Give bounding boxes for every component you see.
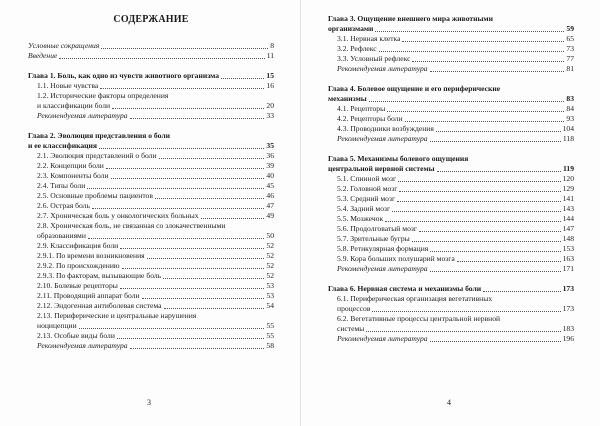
- entry-title: и классификации боли: [37, 101, 111, 110]
- toc-entry[interactable]: [328, 204, 574, 214]
- entry-title: 2.6. Острая боль: [37, 201, 90, 210]
- leader-dots: [385, 221, 560, 222]
- entry-title: 4.2. Рецепторы боли: [337, 114, 403, 123]
- entry-title: 4.1. Рецепторы: [337, 104, 386, 113]
- chapter-title-line[interactable]: Глава 4. Болевое ощущение и его периферические: [328, 84, 501, 93]
- entry-page: 36: [266, 151, 274, 160]
- entry-title: образованиями: [37, 231, 86, 240]
- entry-title: 5.1. Спинной мозг: [337, 174, 397, 183]
- entry-title: 2.5. Основные проблемы пациентов: [37, 191, 153, 200]
- leader-dots: [369, 101, 565, 102]
- leader-dots: [88, 238, 264, 239]
- entry-title: Рекомендуемая литература: [337, 334, 428, 343]
- page-gutter: [300, 0, 301, 426]
- entry-title: 5.3. Средний мозг: [337, 194, 396, 203]
- entry-page: 196: [562, 334, 574, 343]
- entry-title: 2.11. Проводящий аппарат боли: [37, 291, 140, 300]
- entry-page: 143: [562, 204, 574, 213]
- entry-page: 118: [562, 134, 574, 143]
- entry-title: 2.12. Эндогенная антиболевая система: [37, 301, 162, 310]
- entry-title: 1.1. Новые чувства: [37, 81, 99, 90]
- entry-page: 55: [266, 321, 274, 330]
- chapter-title: механизмы: [328, 94, 367, 103]
- toc-entry[interactable]: [28, 81, 274, 91]
- toc-entry[interactable]: [328, 194, 574, 204]
- toc-entry[interactable]: [28, 201, 274, 211]
- leader-dots: [387, 111, 564, 112]
- toc-entry[interactable]: [328, 34, 574, 44]
- toc-entry[interactable]: [328, 234, 574, 244]
- leader-dots: [430, 271, 561, 272]
- entry-page: 81: [566, 64, 574, 73]
- leader-dots: [147, 258, 265, 259]
- toc-entry[interactable]: [328, 244, 574, 254]
- toc-entry[interactable]: [328, 214, 574, 224]
- toc-entry[interactable]: [28, 341, 274, 351]
- toc-entry[interactable]: [28, 251, 274, 261]
- entry-title: Рекомендуемая литература: [337, 264, 428, 273]
- entry-title-line[interactable]: 2.13. Периферические и центральные нарушения: [37, 311, 197, 320]
- toc-entry[interactable]: [28, 41, 274, 51]
- entry-title: 3.2. Рефлекс: [337, 44, 377, 53]
- chapter-title: Глава 6. Нервная система и механизмы боли: [328, 284, 482, 293]
- leader-dots: [412, 241, 561, 242]
- entry-title: 2.4. Типы боли: [37, 181, 86, 190]
- entry-page: 16: [266, 81, 274, 90]
- leader-dots: [59, 58, 264, 59]
- toc-entry[interactable]: [28, 321, 274, 331]
- toc-entry[interactable]: [28, 241, 274, 251]
- toc-entry[interactable]: [328, 264, 574, 274]
- entry-title-line[interactable]: 2.8. Хроническая боль, не связанная со злокачественными: [37, 221, 226, 230]
- entry-page: 147: [562, 224, 574, 233]
- entry-title: 2.7. Хроническая боль у онкологических больных: [37, 211, 199, 220]
- toc-entry[interactable]: [28, 291, 274, 301]
- toc-entry[interactable]: [328, 174, 574, 184]
- entry-page: 93: [566, 114, 574, 123]
- chapter-title: центральной нервной системы: [328, 164, 435, 173]
- toc-entry[interactable]: [28, 181, 274, 191]
- toc-entry[interactable]: [28, 331, 274, 341]
- leader-dots: [142, 298, 265, 299]
- leader-dots: [117, 338, 265, 339]
- chapter-page: 83: [566, 94, 574, 103]
- leader-dots: [375, 31, 564, 32]
- entry-title: 5.8. Ретикулярная формация: [337, 244, 429, 253]
- chapter-page: 119: [563, 164, 574, 173]
- entry-page: 33: [266, 111, 274, 120]
- entry-page: 47: [266, 201, 274, 210]
- leader-dots: [430, 141, 561, 142]
- entry-title-line[interactable]: 6.1. Периферическая организация вегетативных: [337, 294, 493, 303]
- entry-page: 20: [266, 101, 274, 110]
- toc-entry[interactable]: [328, 64, 574, 74]
- toc-entry[interactable]: [328, 54, 574, 64]
- toc-entry[interactable]: [28, 191, 274, 201]
- toc-entry[interactable]: [328, 324, 574, 334]
- leader-dots: [437, 171, 561, 172]
- toc-entry[interactable]: [328, 254, 574, 264]
- page-number: 4: [447, 398, 451, 407]
- leader-dots: [399, 191, 560, 192]
- chapter-page: 15: [266, 71, 274, 80]
- toc-entry[interactable]: [28, 281, 274, 291]
- leader-dots: [398, 181, 561, 182]
- entry-page: 163: [562, 254, 574, 263]
- entry-page: 49: [266, 211, 274, 220]
- leader-dots: [419, 231, 561, 232]
- entry-page: 8: [270, 41, 274, 50]
- leader-dots: [221, 78, 264, 79]
- entry-page: 45: [266, 181, 274, 190]
- leader-dots: [483, 291, 560, 292]
- chapter-page: 35: [266, 141, 274, 150]
- entry-page: 55: [266, 331, 274, 340]
- entry-title: 2.2. Концепции боли: [37, 161, 104, 170]
- toc-title: СОДЕРЖАНИЕ: [113, 14, 189, 25]
- entry-page: 84: [566, 104, 574, 113]
- entry-page: 46: [266, 191, 274, 200]
- entry-title: 2.13. Особые виды боли: [37, 331, 115, 340]
- entry-page: 58: [266, 341, 274, 350]
- entry-page: 183: [562, 324, 574, 333]
- toc-chapter[interactable]: [28, 71, 274, 81]
- entry-title: 5.9. Кора больших полушарий мозга: [337, 254, 455, 263]
- entry-title: Условные сокращения: [28, 41, 100, 50]
- toc-entry[interactable]: [28, 171, 274, 181]
- toc-entry[interactable]: [328, 224, 574, 234]
- entry-page: 53: [266, 281, 274, 290]
- leader-dots: [120, 288, 265, 289]
- chapter-title: и ее классификация: [28, 141, 98, 150]
- leader-dots: [100, 88, 264, 89]
- toc-entry[interactable]: [328, 104, 574, 114]
- leader-dots: [457, 261, 561, 262]
- entry-page: 148: [562, 234, 574, 243]
- leader-dots: [392, 211, 560, 212]
- leader-dots: [130, 348, 265, 349]
- leader-dots: [372, 311, 560, 312]
- entry-title: 5.2. Головной мозг: [337, 184, 398, 193]
- entry-page: 153: [562, 244, 574, 253]
- toc-entry[interactable]: [28, 51, 274, 61]
- toc-entry[interactable]: [328, 184, 574, 194]
- entry-title: Введение: [28, 51, 58, 60]
- toc-entry[interactable]: [28, 211, 274, 221]
- entry-title: 2.9. Классификация боли: [37, 241, 119, 250]
- leader-dots: [122, 268, 265, 269]
- leader-dots: [79, 328, 265, 329]
- entry-page: 129: [562, 184, 574, 193]
- leader-dots: [106, 168, 265, 169]
- entry-title: 2.10. Болевые рецепторы: [37, 281, 118, 290]
- entry-page: 52: [266, 241, 274, 250]
- toc-chapter[interactable]: [328, 164, 574, 174]
- chapter-title-line[interactable]: Глава 5. Механизмы болевого ощущения: [328, 154, 469, 163]
- entry-page: 144: [562, 214, 574, 223]
- entry-title: ноцицепции: [37, 321, 77, 330]
- entry-title: 2.9.2. По происхождению: [37, 261, 120, 270]
- leader-dots: [164, 308, 265, 309]
- entry-title: 3.3. Условный рефлекс: [337, 54, 411, 63]
- entry-page: 171: [562, 264, 574, 273]
- right-page: [328, 0, 574, 426]
- entry-page: 52: [266, 271, 274, 280]
- entry-title: 5.5. Мозжечок: [337, 214, 384, 223]
- toc-chapter[interactable]: [328, 284, 574, 294]
- leader-dots: [201, 218, 265, 219]
- entry-title: Рекомендуемая литература: [37, 111, 128, 120]
- leader-dots: [430, 341, 561, 342]
- entry-title: 5.6. Продолговатый мозг: [337, 224, 417, 233]
- entry-title: 4.3. Проводники возбуждения: [337, 124, 434, 133]
- toc-entry[interactable]: [28, 151, 274, 161]
- entry-title: 2.9.3. По факторам, вызывающие боль: [37, 271, 162, 280]
- entry-page: 54: [266, 301, 274, 310]
- toc-entry[interactable]: [328, 124, 574, 134]
- toc-entry[interactable]: [28, 161, 274, 171]
- leader-dots: [155, 198, 264, 199]
- chapter-title: организмами: [328, 24, 374, 33]
- toc-chapter[interactable]: [328, 94, 574, 104]
- entry-page: 50: [266, 231, 274, 240]
- entry-page: 77: [566, 54, 574, 63]
- leader-dots: [87, 188, 264, 189]
- entry-title-line[interactable]: 6.2. Вегетативные процессы центральной нервной: [337, 314, 501, 323]
- entry-page: 39: [266, 161, 274, 170]
- leader-dots: [111, 178, 265, 179]
- leader-dots: [436, 131, 561, 132]
- entry-page: 11: [266, 51, 274, 60]
- chapter-page: 173: [562, 284, 574, 293]
- entry-page: 73: [566, 44, 574, 53]
- entry-title: 2.1. Эволюция представлений о боли: [37, 151, 157, 160]
- entry-title: Рекомендуемая литература: [337, 134, 428, 143]
- toc-entry[interactable]: [328, 44, 574, 54]
- chapter-title-line[interactable]: Глава 3. Ощущение внешнего мира животными: [328, 14, 493, 23]
- toc-entry[interactable]: [28, 231, 274, 241]
- leader-dots: [402, 41, 564, 42]
- entry-title: Рекомендуемая литература: [337, 64, 428, 73]
- entry-title: 5.7. Зрительные бугры: [337, 234, 410, 243]
- entry-title: системы: [337, 324, 365, 333]
- chapter-page: 59: [566, 24, 574, 33]
- leader-dots: [397, 201, 561, 202]
- leader-dots: [379, 51, 565, 52]
- entry-title: 2.3. Компоненты боли: [37, 171, 109, 180]
- leader-dots: [99, 148, 264, 149]
- leader-dots: [430, 71, 565, 72]
- toc-chapter[interactable]: [328, 24, 574, 34]
- entry-page: 104: [562, 124, 574, 133]
- entry-title: процессов: [337, 304, 371, 313]
- toc-entry[interactable]: [28, 101, 274, 111]
- leader-dots: [159, 158, 265, 159]
- leader-dots: [130, 118, 265, 119]
- leader-dots: [120, 248, 264, 249]
- leader-dots: [163, 278, 264, 279]
- toc-entry[interactable]: [328, 334, 574, 344]
- entry-page: 52: [266, 261, 274, 270]
- toc-entry[interactable]: [28, 261, 274, 271]
- leader-dots: [92, 208, 264, 209]
- leader-dots: [366, 331, 560, 332]
- leader-dots: [101, 48, 268, 49]
- toc-left: [28, 41, 274, 351]
- entry-page: 65: [566, 34, 574, 43]
- leader-dots: [405, 121, 565, 122]
- toc-entry[interactable]: [328, 304, 574, 314]
- toc-entry[interactable]: [28, 301, 274, 311]
- entry-title: Рекомендуемая литература: [37, 341, 128, 350]
- entry-page: 52: [266, 251, 274, 260]
- leader-dots: [412, 61, 564, 62]
- entry-title: 5.4. Задний мозг: [337, 204, 391, 213]
- left-page: [28, 0, 274, 426]
- entry-page: 120: [562, 174, 574, 183]
- entry-title: 3.1. Нервная клетка: [337, 34, 401, 43]
- entry-page: 40: [266, 171, 274, 180]
- page-number: 3: [147, 398, 151, 407]
- toc-entry[interactable]: [28, 111, 274, 121]
- chapter-title: Глава 1. Боль, как одно из чувств животного организма: [28, 71, 220, 80]
- entry-title-line[interactable]: 1.2. Исторические факторы определения: [37, 91, 169, 100]
- toc-right: [328, 14, 574, 344]
- toc-entry[interactable]: [28, 271, 274, 281]
- entry-page: 173: [562, 304, 574, 313]
- toc-chapter[interactable]: [28, 141, 274, 151]
- toc-entry[interactable]: [328, 114, 574, 124]
- toc-entry[interactable]: [328, 134, 574, 144]
- entry-page: 141: [562, 194, 574, 203]
- leader-dots: [112, 108, 264, 109]
- chapter-title-line[interactable]: Глава 2. Эволюция представления о боли: [28, 131, 170, 140]
- entry-title: 2.9.1. По времени возникновения: [37, 251, 145, 260]
- leader-dots: [430, 251, 560, 252]
- entry-page: 53: [266, 291, 274, 300]
